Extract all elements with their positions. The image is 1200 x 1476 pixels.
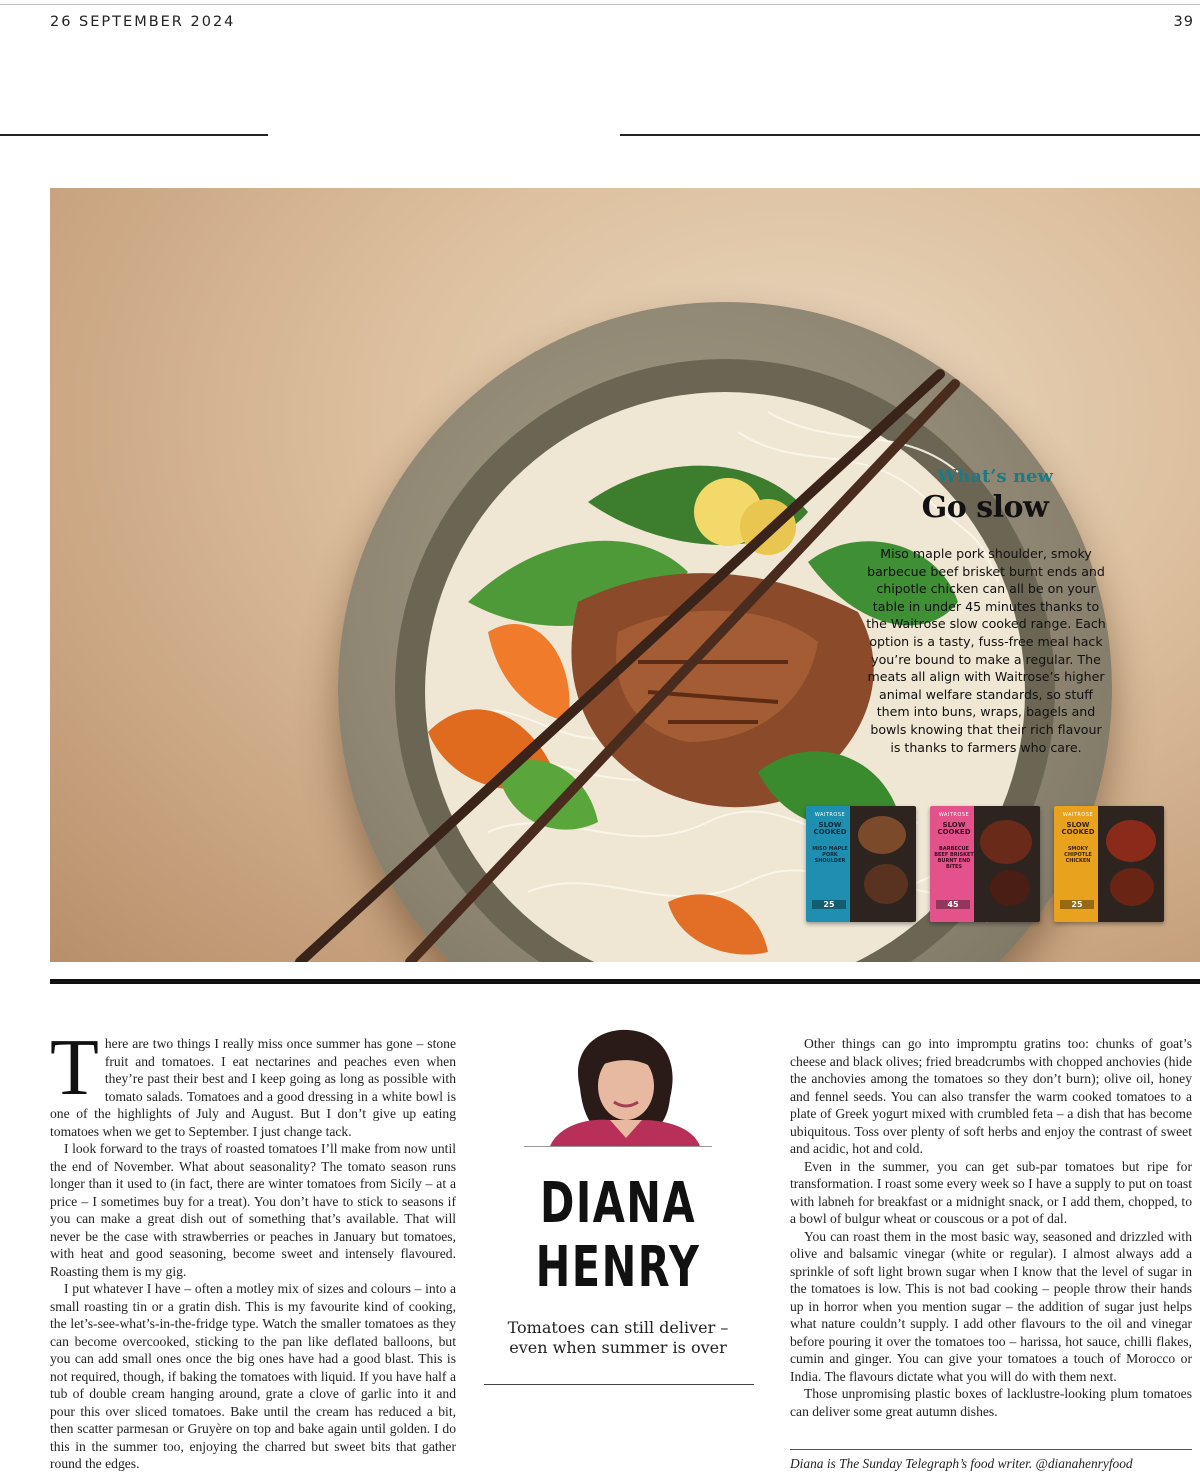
pack-minutes: 25 bbox=[812, 900, 846, 909]
article-paragraph: You can roast them in the most basic way, seasoned and drizzled with olive and balsamic vinegar (white or regular). I almost always add a sprinkle of soft light brown sugar when I know that the level of sugar in the tomatoes is low. This is not bad cooking – people throw their hands up in horror when you mention sugar – the addition of sugar just helps what nature couldn’t supply. I add other flavours to the oil and vinegar before pouring it over the tomatoes too – harissa, hot sauce, chilli flakes, cumin and ginger. You can give your tomatoes a touch of Morocco or India. The flavours dictate what you will do with them next. bbox=[790, 1228, 1192, 1384]
page-number: 39 bbox=[1173, 14, 1194, 30]
pack-food-photo bbox=[850, 806, 916, 922]
pack-minutes: 45 bbox=[936, 900, 970, 909]
author-signature: Diana is The Sunday Telegraph’s food writer. @dianahenryfood bbox=[790, 1456, 1133, 1471]
feature-kicker: What’s new bbox=[937, 466, 1053, 487]
feature-body: Miso maple pork shoulder, smoky barbecue beef brisket burnt ends and chipotle chicken can all be on your table in under 45 minutes thanks to the Waitrose slow cooked range. Each option is a tasty, fuss-free meal hack you’re bound to make a regular. The meats all align with Waitrose’s higher animal welfare standards, so stuff them into buns, wraps, bagels and bowls knowing that their rich flavour is thanks to farmers who care. bbox=[866, 546, 1106, 755]
pack-range: SLOW COOKED bbox=[1061, 821, 1095, 836]
author-first-name: DIANA bbox=[539, 1171, 697, 1236]
author-portrait bbox=[540, 1028, 710, 1146]
author-portrait-illustration bbox=[540, 1028, 710, 1146]
pack-food-photo bbox=[974, 806, 1040, 922]
pack-brand: WAITROSE bbox=[1062, 812, 1094, 818]
article-column-left bbox=[50, 1024, 456, 1473]
pack-product-name: MISO MAPLE PORK SHOULDER bbox=[812, 846, 848, 864]
article-paragraph bbox=[50, 1024, 456, 1140]
feature-title: Go slow bbox=[921, 490, 1049, 525]
signature-rule bbox=[790, 1449, 1192, 1450]
article-paragraph: Those unpromising plastic boxes of lacklustre-looking plum tomatoes can deliver some great autumn dishes. bbox=[790, 1386, 1192, 1419]
pack-range: SLOW COOKED bbox=[813, 821, 847, 836]
header-rule-left bbox=[0, 134, 268, 136]
article-column-right bbox=[790, 1035, 1192, 1420]
pack-brand: WAITROSE bbox=[814, 812, 846, 818]
paragraph-text: here are two things I really miss once summer has gone – stone fruit and tomatoes. I eat nectarines and peaches even when they’re past their best and I keep going as long as possible with tomato salads. Tomatoes and a good dressing in a white bowl is one of the highlights of July and August. But I don’t give up eating tomatoes when we get to September. I just change tack. bbox=[50, 1036, 456, 1139]
pack-range: SLOW COOKED bbox=[937, 821, 971, 836]
author-name bbox=[531, 1172, 706, 1300]
standfirst: Tomatoes can still deliver – even when summer is over bbox=[507, 1318, 729, 1357]
article-paragraph: Other things can go into impromptu gratins too: chunks of goat’s cheese and black olives; fried breadcrumbs with chopped anchovies (hide the anchovies among the tomatoes so they don’t burn); olive oil, honey and fennel seeds. You can also transfer the warm cooked tomatoes to a plate of Greek yogurt mixed with crumbled feta – a dish that has become ubiquitous. Toss over plenty of soft herbs and enjoy the contrast of sweet and acidic, hot and cold. bbox=[790, 1036, 1192, 1156]
pack-brand: WAITROSE bbox=[938, 812, 970, 818]
portrait-rule bbox=[524, 1146, 712, 1147]
author-last-name: HENRY bbox=[535, 1235, 701, 1300]
header-rule-right bbox=[620, 134, 1200, 136]
product-pack-chicken bbox=[1054, 806, 1164, 922]
issue-date: 26 SEPTEMBER 2024 bbox=[50, 14, 236, 30]
article-paragraph: I look forward to the trays of roasted tomatoes I’ll make from now until the end of November. What about seasonality? The tomato season runs longer than it used to (in fact, there are winter tomatoes from Sicily – at a price – I sometimes buy for a treat). You don’t have to stick to seasons if you can make a great dish out of something that’s available. That will never be the case with strawberries or peaches in January but tomatoes, with heat and good seasoning, become sweet and intensely flavoured. Roasting them is my gig. bbox=[50, 1141, 456, 1279]
article-paragraph: I put whatever I have – often a motley mix of sizes and colours – into a small roasting tin or a gratin dish. This is my favourite kind of cooking, the let’s-see-what’s-in-the-fridge type. Watch the smaller tomatoes as they can become overcooked, sticking to the pan like deflated balloons, but you can add small ones once the big ones have had a good blast. This is not required, though, if baking the tomatoes with liquid. If you have half a tub of double cream hanging around, grate a clove of garlic into it and pour this over sliced tomatoes. Bake until the cream has reduced a bit, then scatter parmesan or Gruyère on top and bake again until golden. I do this in the summer too, enjoying the charred but sweet bits that gather round the edges. bbox=[50, 1281, 456, 1471]
section-rule bbox=[50, 979, 1200, 984]
product-pack-pork bbox=[806, 806, 916, 922]
top-border-line bbox=[0, 4, 1200, 5]
pack-product-name: BARBECUE BEEF BRISKET BURNT END BITES bbox=[934, 846, 974, 870]
drop-cap: T bbox=[50, 1024, 99, 1112]
pack-product-name: SMOKY CHIPOTLE CHICKEN bbox=[1064, 846, 1092, 864]
pack-minutes: 25 bbox=[1060, 900, 1094, 909]
standfirst-rule bbox=[484, 1384, 754, 1385]
article-paragraph: Even in the summer, you can get sub-par tomatoes but ripe for transformation. I roast some every week so I have a supply to put on toast with labneh for breakfast or a midnight snack, or I add them, chopped, to a bowl of bulgur wheat or couscous or a pot of dal. bbox=[790, 1158, 1192, 1226]
product-pack-brisket bbox=[930, 806, 1040, 922]
pack-food-photo bbox=[1098, 806, 1164, 922]
